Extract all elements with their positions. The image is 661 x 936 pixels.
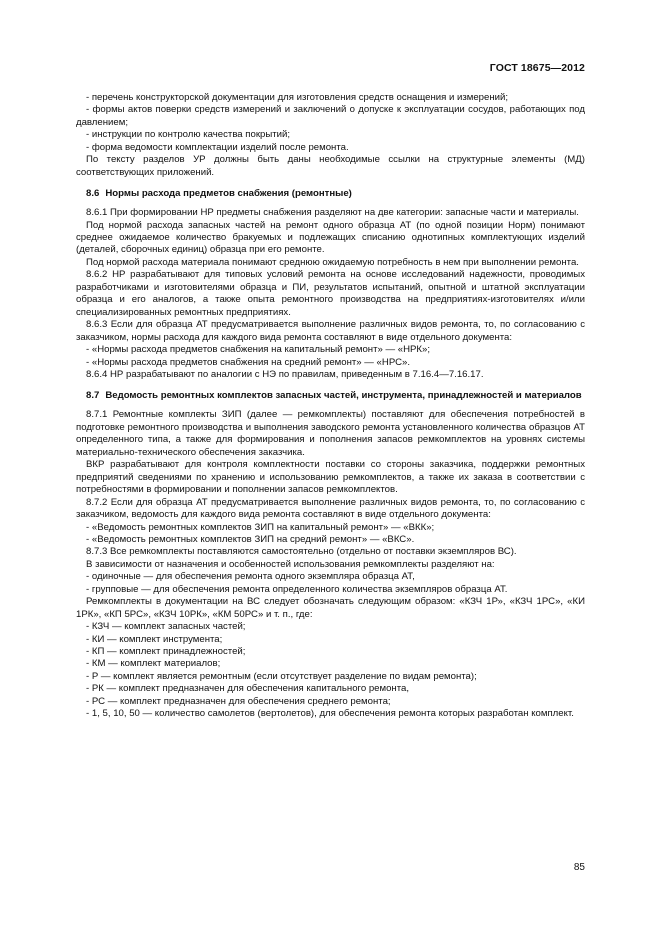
list-item: - КИ — комплект инструмента; [86,633,223,645]
list-item: - РС — комплект предназначен для обеспечения среднего ремонта; [86,695,391,707]
list-item: - 1, 5, 10, 50 — количество самолетов (вертолетов), для обеспечения ремонта которых разработан комплект. [86,708,574,720]
section-heading-8-7 [76,390,585,402]
list-item: - «Нормы расхода предметов снабжения на капитальный ремонт» — «НРК»; [86,344,431,356]
list-item: - РК — комплект предназначен для обеспечения капитального ремонта, [86,683,410,695]
list-item: - КЗЧ — комплект запасных частей; [86,621,246,633]
paragraph: 8.6.2 НР разрабатывают для типовых условий ремонта на основе исследований надежности, проводимых разработчиками и изготовителями образца и ПИ, результатов испытаний, опытной и штатной эксплуатации образца и его аналогов, а также опыта ремонтного производства на предприятиях-изготовителях и/или специализированных ремонтных предприятиях. [76,269,585,318]
paragraph: 8.7.1 Ремонтные комплекты ЗИП (далее — ремкомплекты) поставляют для обеспечения потребностей в подготовке ремонтного производства и выполнения заводского ремонта установленного количества образцов АТ определенного типа, а также для формирования и пополнения запасов ремкомплектов на уровнях системы материально-технического обеспечения заказчика. [76,409,585,458]
section-title: Ведомость ремонтных комплектов запасных частей, инструмента, принадлежностей и материалов [105,390,582,402]
paragraph: Ремкомплекты в документации на ВС следует обозначать следующим образом: «КЗЧ 1Р», «КЗЧ 1РС», «КИ 1РК», «КП 5РС», «КЗЧ 10РК», «КМ 50РС» и т. п., где: [76,596,585,620]
paragraph: 8.6.4 НР разрабатывают по аналогии с НЭ по правилам, приведенным в 7.16.4—7.16.17. [86,369,484,381]
list-item: - инструкции по контролю качества покрытий; [86,129,291,141]
list-item: - перечень конструкторской документации для изготовления средств оснащения и измерений; [86,92,509,103]
paragraph: В зависимости от назначения и особенностей использования ремкомплекты разделяют на: [86,558,495,570]
list-item: - «Ведомость ремонтных комплектов ЗИП на капитальный ремонт» — «ВКК»; [86,521,435,533]
section-heading-8-6 [76,188,585,200]
section-number: 8.6 [86,188,100,200]
paragraph: По тексту разделов УР должны быть даны необходимые ссылки на структурные элементы (МД) соответствующих приложений. [76,154,585,178]
paragraph: 8.7.3 Все ремкомплекты поставляются самостоятельно (отдельно от поставки экземпляров ВС). [86,546,517,558]
section-number: 8.7 [86,390,100,402]
paragraph: 8.6.1 При формировании НР предметы снабжения разделяют на две категории: запасные части и материалы. [86,207,579,219]
section-title: Нормы расхода предметов снабжения (ремонтные) [105,188,352,200]
list-item: - одиночные — для обеспечения ремонта одного экземпляра образца АТ, [86,571,415,583]
list-item: - «Ведомость ремонтных комплектов ЗИП на средний ремонт» — «ВКС». [86,533,415,545]
list-item: - формы актов поверки средств измерений и заключений о допуске к эксплуатации сосудов, работающих под давлением; [76,104,585,128]
paragraph: 8.6.3 Если для образца АТ предусматривается выполнение различных видов ремонта, то, по согласованию с заказчиком, нормы расхода для каждого вида ремонта составляют в виде отдельного документа: [76,319,585,343]
list-item: - групповые — для обеспечения ремонта определенного количества экземпляров образца АТ. [86,583,508,595]
list-item: - КМ — комплект материалов; [86,658,221,670]
paragraph: 8.7.2 Если для образца АТ предусматривается выполнение различных видов ремонта, то, по согласованию с заказчиком, ведомость для каждого вида ремонта составляют в виде отдельного документа: [76,496,585,521]
page-number: 85 [573,862,585,873]
paragraph: Под нормой расхода запасных частей на ремонт одного образца АТ (по одной позиции Норм) понимают среднее ожидаемое количество бракуемых и подлежащих списанию однотипных комплектующих изделий (деталей, сборочных единиц) образца при его ремонте. [76,219,585,256]
page-body [76,92,585,721]
list-item: - форма ведомости комплектации изделий после ремонта. [86,141,349,153]
list-item: - «Нормы расхода предметов снабжения на средний ремонт» — «НРС». [86,356,411,368]
paragraph: ВКР разрабатывают для контроля комплектности поставки со стороны заказчика, поддержки ремонтных предприятий сведениями по хранению и использованию ремкомплектов, а также их заказа в соответствии с потребностями в формировании и пополнении запасов ремкомплектов. [76,459,585,496]
document-code: ГОСТ 18675—2012 [489,62,585,74]
list-item: - КП — комплект принадлежностей; [86,646,246,658]
list-item: - Р — комплект является ремонтным (если отсутствует разделение по видам ремонта); [86,670,477,682]
paragraph: Под нормой расхода материала понимают среднюю ожидаемую потребность в нем при выполнении ремонта. [86,256,579,268]
